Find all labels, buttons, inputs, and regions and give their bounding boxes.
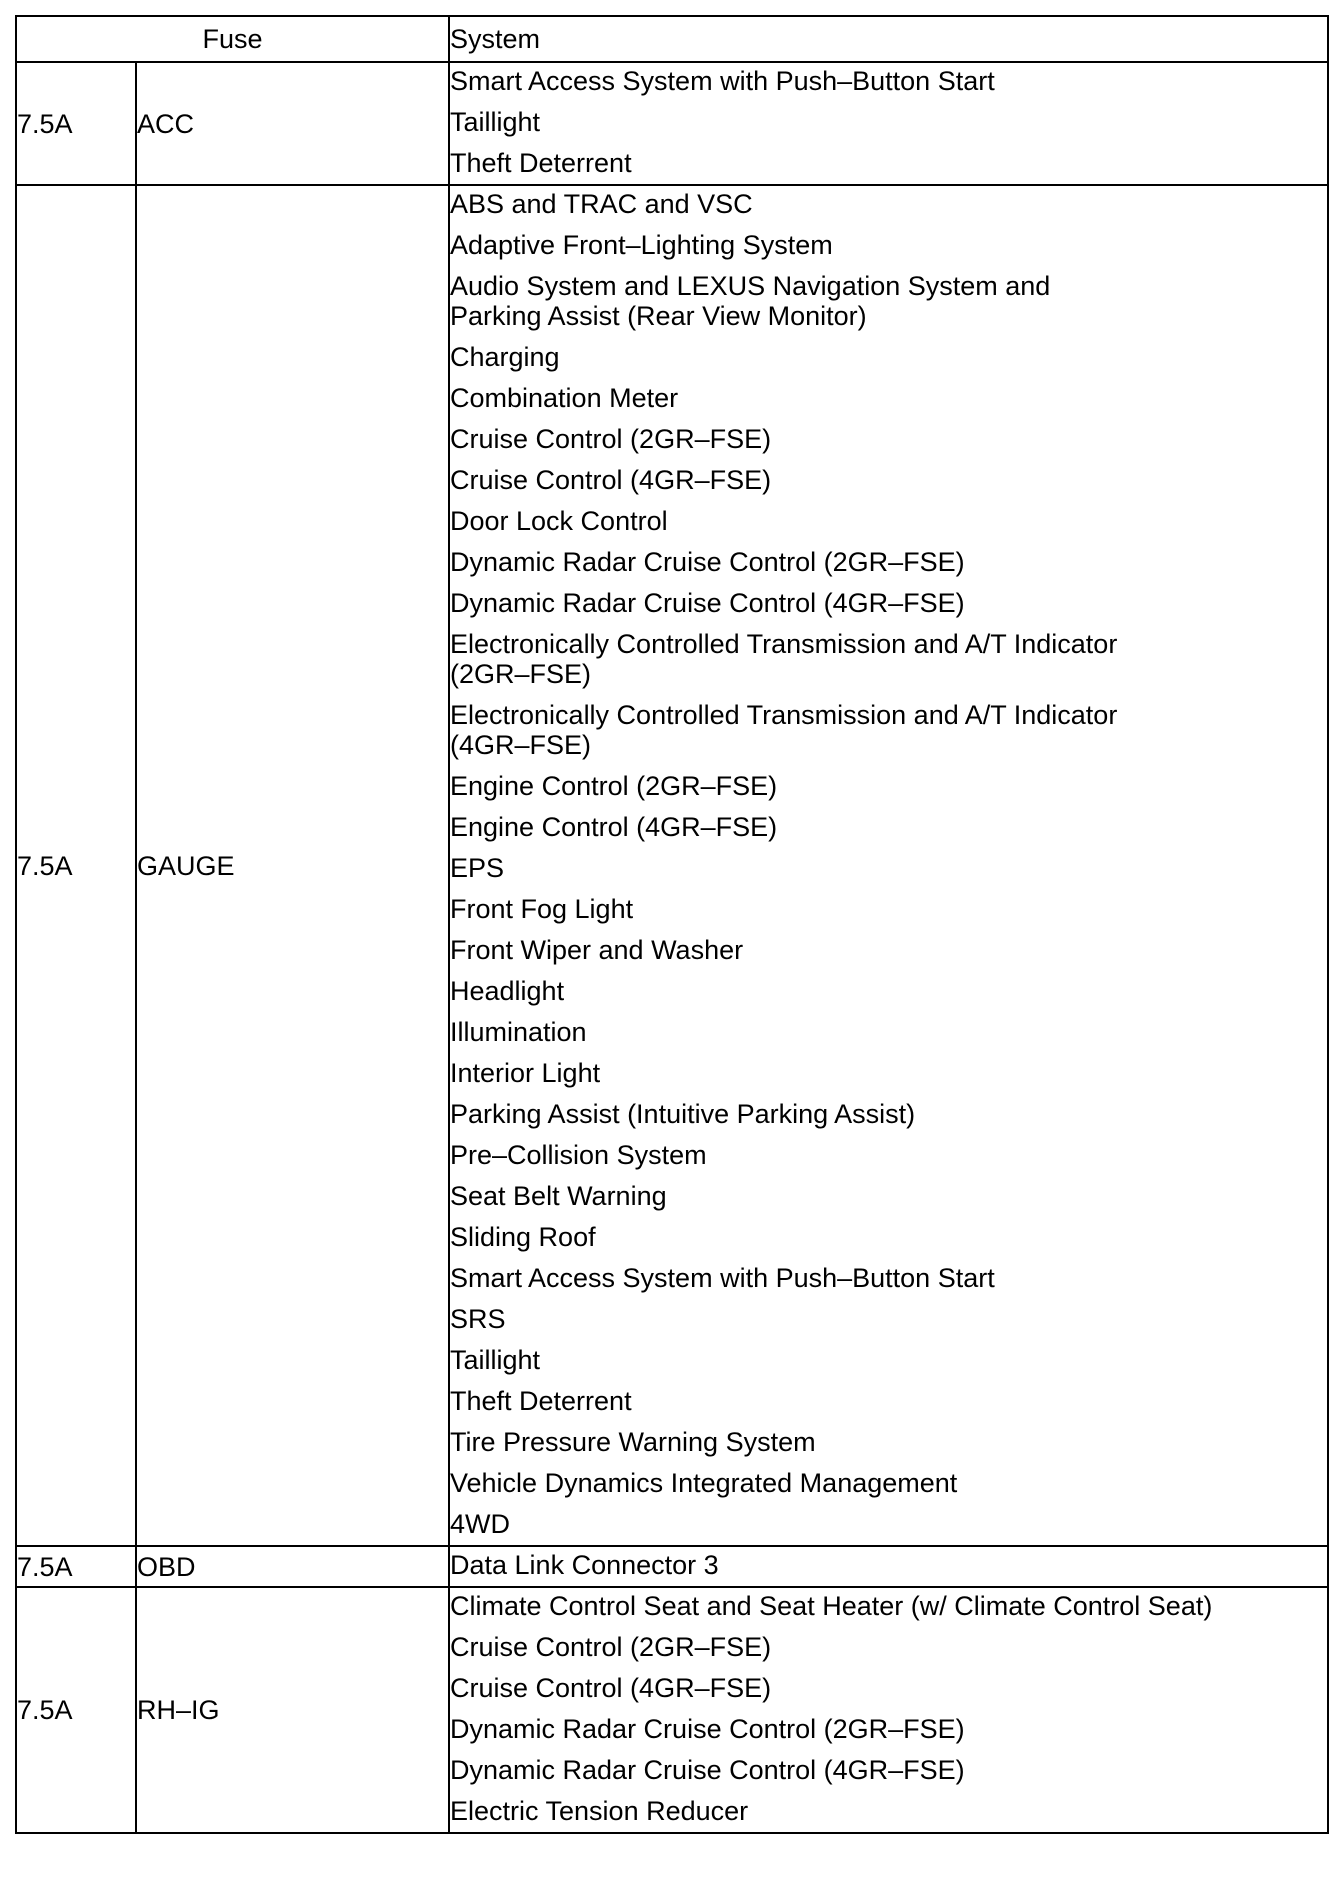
header-system: System: [449, 16, 1328, 62]
system-item: Charging: [450, 342, 560, 372]
system-item: Interior Light: [450, 1058, 601, 1088]
system-item: Illumination: [450, 1017, 587, 1047]
system-list: [449, 62, 1328, 185]
table-body: [16, 62, 1328, 1833]
system-item: Engine Control (4GR–FSE): [450, 812, 778, 842]
table-row: [16, 1587, 1328, 1833]
system-item: EPS: [450, 853, 505, 883]
system-item: Dynamic Radar Cruise Control (2GR–FSE): [450, 547, 965, 577]
system-item: Smart Access System with Push–Button Start: [450, 1263, 995, 1293]
system-item: Dynamic Radar Cruise Control (4GR–FSE): [450, 1755, 965, 1785]
system-item: Dynamic Radar Cruise Control (4GR–FSE): [450, 588, 965, 618]
system-item: Electronically Controlled Transmission and A/T Indicator (4GR–FSE): [450, 700, 1118, 760]
system-item: Cruise Control (4GR–FSE): [450, 1673, 772, 1703]
system-list: [449, 1587, 1328, 1833]
fuse-name: GAUGE: [136, 185, 449, 1546]
system-item: Headlight: [450, 976, 565, 1006]
system-list: [449, 185, 1328, 1546]
system-item: Pre–Collision System: [450, 1140, 707, 1170]
system-item: Data Link Connector 3: [450, 1550, 719, 1580]
system-item: Smart Access System with Push–Button Start: [450, 66, 995, 96]
header-fuse: Fuse: [16, 16, 449, 62]
system-item: Dynamic Radar Cruise Control (2GR–FSE): [450, 1714, 965, 1744]
fuse-system-table: [15, 15, 1329, 1834]
fuse-amperage: 7.5A: [16, 1587, 136, 1833]
system-item: Adaptive Front–Lighting System: [450, 230, 833, 260]
fuse-amperage: 7.5A: [16, 1546, 136, 1587]
system-item: Taillight: [450, 107, 541, 137]
system-item: Electric Tension Reducer: [450, 1796, 749, 1826]
system-item: Cruise Control (4GR–FSE): [450, 465, 772, 495]
system-item: ABS and TRAC and VSC: [450, 189, 753, 219]
system-item: Audio System and LEXUS Navigation System and Parking Assist (Rear View Monitor): [450, 271, 1051, 331]
table-header-row: [16, 16, 1328, 62]
table-row: [16, 185, 1328, 1546]
system-item: Parking Assist (Intuitive Parking Assist): [450, 1099, 916, 1129]
fuse-amperage: 7.5A: [16, 62, 136, 185]
system-item: Theft Deterrent: [450, 1386, 632, 1416]
table-row: [16, 62, 1328, 185]
system-item: Electronically Controlled Transmission and A/T Indicator (2GR–FSE): [450, 629, 1118, 689]
fuse-name: OBD: [136, 1546, 449, 1587]
system-item: Sliding Roof: [450, 1222, 596, 1252]
system-item: Cruise Control (2GR–FSE): [450, 424, 772, 454]
system-item: Tire Pressure Warning System: [450, 1427, 816, 1457]
system-item: Seat Belt Warning: [450, 1181, 667, 1211]
system-item: Door Lock Control: [450, 506, 668, 536]
system-item: Engine Control (2GR–FSE): [450, 771, 778, 801]
fuse-amperage: 7.5A: [16, 185, 136, 1546]
system-item: Cruise Control (2GR–FSE): [450, 1632, 772, 1662]
system-item: Climate Control Seat and Seat Heater (w/ Climate Control Seat): [450, 1591, 1213, 1621]
fuse-name: ACC: [136, 62, 449, 185]
system-item: Combination Meter: [450, 383, 679, 413]
system-item: Theft Deterrent: [450, 148, 632, 178]
fuse-name: RH–IG: [136, 1587, 449, 1833]
system-item: Taillight: [450, 1345, 541, 1375]
system-item: Front Fog Light: [450, 894, 634, 924]
system-item: Front Wiper and Washer: [450, 935, 744, 965]
system-item: 4WD: [450, 1509, 510, 1539]
table-row: [16, 1546, 1328, 1587]
system-list: [449, 1546, 1328, 1587]
system-item: Vehicle Dynamics Integrated Management: [450, 1468, 958, 1498]
system-item: SRS: [450, 1304, 506, 1334]
